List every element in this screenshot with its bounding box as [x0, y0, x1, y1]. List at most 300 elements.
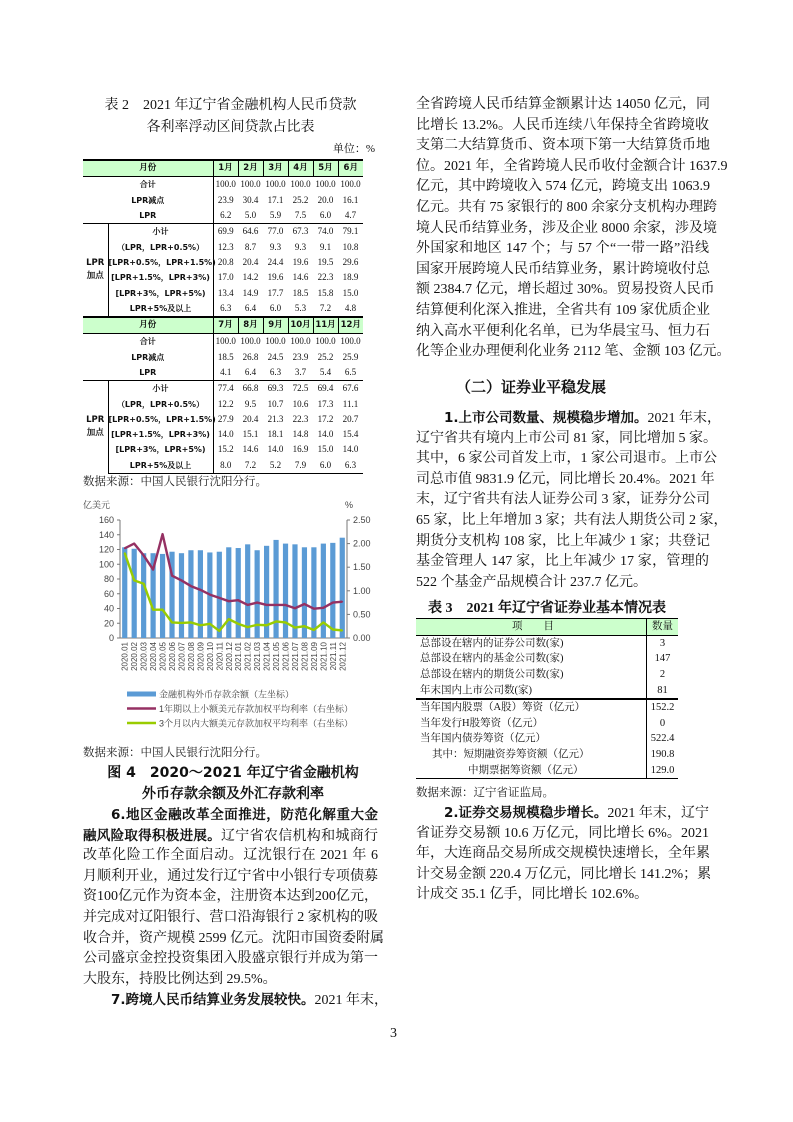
- table2-unit: 单位：%: [332, 143, 375, 155]
- cell-value: 10.7: [267, 398, 284, 409]
- cell-value: 6.0: [319, 210, 332, 221]
- table2-title: [83, 95, 378, 139]
- line-point: [247, 626, 249, 628]
- line-point: [275, 621, 277, 623]
- row-label: 当年发行H股筹资（亿元）: [416, 716, 647, 732]
- left-tick-label: 20: [103, 618, 114, 629]
- line-point: [294, 607, 296, 609]
- cell-value: 20.7: [342, 413, 359, 424]
- bar-deposit-balance: [141, 553, 146, 638]
- table-row: [416, 747, 678, 763]
- table2-source: 数据来源：中国人民银行沈阳分行。: [83, 476, 267, 488]
- left-body-text: [83, 805, 389, 1011]
- cell-value: 67.3: [288, 224, 313, 240]
- lpr-plus-group-label: [83, 224, 108, 317]
- table3-title: 表 3 2021 年辽宁省证券业基本情况表: [428, 601, 666, 616]
- column-header: 项 目: [416, 619, 647, 636]
- cell-value: 26.8: [242, 351, 259, 362]
- cell-value: 19.5: [317, 256, 334, 267]
- row-label: （LPR，LPR+0.5%）: [108, 239, 213, 254]
- table-row: [83, 301, 363, 317]
- text-line: [83, 970, 378, 991]
- row-label: [LPR+0.5%，LPR+1.5%): [108, 255, 213, 270]
- cell-value: 14.6: [242, 444, 259, 455]
- text-line: [416, 301, 709, 322]
- text-line: [416, 803, 709, 824]
- line-point: [209, 623, 211, 625]
- cell-value: 69.3: [263, 381, 288, 397]
- x-tick-label: 2020.02: [130, 642, 140, 671]
- line-text: 国家开展跨境人民币结算业务，累计跨境收付总: [416, 261, 710, 277]
- line-point: [323, 622, 325, 624]
- table2-title-line2: 各利率浮动区间贷款占比表: [146, 120, 315, 135]
- table-row: [83, 334, 363, 350]
- group-label-line2: 加点: [86, 428, 104, 439]
- x-tick-label: 2021.12: [338, 642, 348, 671]
- row-label: 合计: [83, 334, 213, 350]
- cell-value: 100.0: [315, 336, 336, 347]
- line-series-1: [125, 534, 343, 609]
- line-point: [162, 609, 164, 611]
- text-line: [416, 844, 709, 865]
- line-text: 亿元。共有 75 家银行的 800 余家分支机构办理跨: [416, 199, 717, 215]
- table-row: [83, 177, 363, 193]
- line-text: 资100亿元作为资本金，注册资本达到200亿元，: [83, 889, 378, 905]
- bar-deposit-balance: [340, 538, 345, 638]
- table-row: [83, 208, 363, 224]
- cell-value: 14.0: [267, 444, 284, 455]
- line-point: [124, 548, 126, 550]
- table-row: [416, 651, 678, 667]
- cell-value: 20.0: [317, 194, 334, 205]
- text-line: [83, 805, 378, 826]
- row-label: （LPR，LPR+0.5%）: [108, 396, 213, 411]
- line-point: [171, 575, 173, 577]
- cell-value: 15.0: [317, 444, 334, 455]
- line-text: 公司盛京金控投资集团入股盛京银行并成为第一: [83, 951, 378, 967]
- cell-value: 16.9: [292, 444, 309, 455]
- cell-value: 17.2: [317, 413, 334, 424]
- row-label: LPR减点: [83, 350, 213, 365]
- line-point: [133, 580, 135, 582]
- line-point: [190, 585, 192, 587]
- line-text: 基金管理人 147 家，比上年减少 17 家，管理的: [416, 554, 709, 570]
- x-tick-label: 2020.08: [186, 642, 196, 671]
- cell-value: 100.0: [315, 179, 336, 190]
- table-row: [416, 731, 678, 747]
- row-label: [LPR+3%，LPR+5%): [108, 442, 213, 457]
- cell-value: 9.1: [319, 241, 332, 252]
- cell-value: 81: [657, 684, 668, 696]
- cell-value: 19.6: [292, 256, 309, 267]
- cell-value: 72.5: [288, 381, 313, 397]
- cell-value: 30.4: [242, 194, 259, 205]
- right-body-text-cross-border: [416, 95, 731, 363]
- bar-deposit-balance: [330, 543, 335, 638]
- cell-value: 29.6: [342, 256, 359, 267]
- table-row: [83, 193, 363, 208]
- cell-value: 25.9: [342, 351, 359, 362]
- line-point: [304, 603, 306, 605]
- text-line: [416, 157, 728, 178]
- month-column-header: 12月: [338, 317, 363, 334]
- right-tick-label: 1.50: [353, 562, 371, 573]
- cell-value: 4.1: [220, 367, 232, 377]
- row-label: 总部设在辖内的基金公司数(家): [416, 651, 647, 667]
- table-row: [83, 224, 363, 240]
- cell-value: 14.0: [217, 429, 234, 440]
- cell-value: 18.5: [217, 351, 234, 362]
- month-column-header: 4月: [288, 160, 313, 177]
- line-point: [237, 623, 239, 625]
- bar-deposit-balance: [311, 547, 316, 638]
- line-text: 计成交 35.1 亿手，同比增长 102.6%。: [416, 887, 649, 903]
- cell-value: 5.9: [269, 210, 282, 221]
- bold-lead: 7.跨境人民币结算业务发展较快。: [111, 992, 315, 1009]
- line-text: 末，辽宁省共有法人证券公司 3 家，证券分公司: [416, 492, 710, 508]
- line-point: [304, 625, 306, 627]
- bar-deposit-balance: [179, 553, 184, 638]
- x-tick-label: 2020.11: [215, 642, 225, 671]
- text-line: [416, 239, 709, 260]
- table2-loan-rate-table: [83, 159, 363, 474]
- table-row: [416, 716, 678, 732]
- line-point: [256, 624, 258, 626]
- right-tick-label: 0.50: [353, 609, 371, 620]
- right-tick-label: 0.00: [353, 633, 371, 643]
- x-tick-label: 2021.11: [328, 642, 338, 671]
- text-line: [416, 95, 709, 116]
- line-text: 其中，6 家公司首发上市，1 家公司退市。上市公: [416, 451, 717, 467]
- x-tick-label: 2021.01: [234, 642, 244, 671]
- cell-value: 7.2: [313, 301, 338, 317]
- x-tick-label: 2021.04: [262, 642, 272, 671]
- text-line: [83, 908, 378, 929]
- line-point: [341, 601, 343, 603]
- cell-value: 5.4: [319, 367, 332, 377]
- line-point: [181, 622, 183, 624]
- figure4-chart: [83, 498, 383, 738]
- bold-lead: 2.证券交易规模稳步增长。: [444, 805, 608, 821]
- cell-value: 24.4: [267, 256, 284, 267]
- legend-label: 金融机构外币存款余额（左坐标）: [159, 689, 295, 700]
- cell-value: 4.7: [344, 210, 357, 221]
- cell-value: 100.0: [340, 336, 361, 347]
- x-tick-label: 2020.04: [149, 642, 159, 671]
- group-label-line1: LPR: [86, 258, 105, 269]
- column-header: 数量: [647, 619, 679, 636]
- cell-value: 14.8: [292, 429, 309, 440]
- row-label: 总部设在辖内的期货公司数(家): [416, 667, 647, 683]
- month-header: 月份: [83, 160, 213, 177]
- figure4-caption-line2: 外币存款余额及外汇存款利率: [142, 785, 324, 802]
- table-row: [83, 270, 363, 285]
- row-label: 小计: [108, 381, 213, 397]
- line-text: 收合并，资产规模 2599 亿元。沈阳市国资委附属: [83, 930, 384, 946]
- table-row: [83, 427, 363, 442]
- left-tick-label: 40: [103, 603, 114, 614]
- text-line: [416, 824, 709, 845]
- line-text: 年，大连商品交易所成交规模快速增长，全年累: [416, 846, 710, 862]
- table-row: [83, 442, 363, 457]
- cell-value: 0: [659, 717, 666, 729]
- x-tick-label: 2020.05: [158, 642, 168, 671]
- legend-label: 1年期以上小额美元存款加权平均利率（右坐标）: [159, 704, 354, 714]
- right-tick-label: 1.00: [353, 585, 371, 596]
- cell-value: 3: [659, 637, 666, 649]
- line-point: [285, 622, 287, 624]
- line-text: 额 2384.7 亿元，增长超过 30%。贸易投资人民币: [416, 282, 715, 298]
- line-point: [313, 608, 315, 610]
- cell-value: 19.6: [267, 272, 284, 283]
- text-line: [416, 573, 709, 594]
- line-point: [162, 533, 164, 535]
- row-label: 当年国内股票（A股）筹资（亿元）: [416, 699, 647, 716]
- row-label: LPR减点: [83, 193, 213, 208]
- cell-value: 100.0: [290, 179, 311, 190]
- cell-value: 5.2: [263, 458, 288, 474]
- cell-value: 6.0: [263, 301, 288, 317]
- text-line: [416, 532, 709, 553]
- month-column-header: 2月: [238, 160, 263, 177]
- text-line: [416, 177, 709, 198]
- cell-value: 18.1: [267, 429, 284, 440]
- row-label: 年末国内上市公司数(家): [416, 682, 647, 699]
- table-row: [83, 285, 363, 300]
- cell-value: 69.4: [313, 381, 338, 397]
- line-text: 比增长 13.2%。人民币连续八年保持全省跨境收: [416, 117, 709, 133]
- text-line: [416, 865, 712, 886]
- row-label: LPR+5%及以上: [108, 301, 213, 317]
- text-line: [83, 887, 378, 908]
- month-column-header: 6月: [338, 160, 363, 177]
- line-text: 辽宁省农信机构和城商行: [221, 828, 378, 844]
- cell-value: 12.2: [217, 398, 234, 409]
- table3-source: 数据来源：辽宁省证监局。: [416, 787, 554, 799]
- text-line: [416, 219, 717, 240]
- line-series-2: [125, 553, 343, 631]
- text-line: [416, 429, 717, 450]
- month-column-header: 8月: [238, 317, 263, 334]
- bar-deposit-balance: [302, 547, 307, 638]
- row-label: LPR: [83, 365, 213, 381]
- cell-value: 14.2: [242, 272, 259, 283]
- x-tick-label: 2021.02: [243, 642, 253, 671]
- cell-value: 79.1: [338, 224, 363, 240]
- line-text: 改革化险工作全面启动。辽沈银行在 2021 年 6: [83, 848, 378, 864]
- month-column-header: 3月: [263, 160, 288, 177]
- line-point: [332, 602, 334, 604]
- line-point: [294, 627, 296, 629]
- cell-value: 77.4: [213, 381, 238, 397]
- cell-value: 77.0: [263, 224, 288, 240]
- cell-value: 15.4: [342, 429, 359, 440]
- cell-value: 100.0: [240, 336, 261, 347]
- cell-value: 6.2: [220, 210, 232, 221]
- cell-value: 17.7: [267, 287, 284, 298]
- text-line: [416, 322, 709, 343]
- line-point: [190, 622, 192, 624]
- group-label-line2: 加点: [86, 271, 104, 282]
- cell-value: 100.0: [265, 179, 286, 190]
- figure4-caption-line1: 图 4 2020～2021 年辽宁省金融机构: [107, 765, 359, 781]
- cell-value: 129.0: [647, 762, 679, 778]
- table2-header-row: [83, 317, 363, 334]
- left-tick-label: 80: [103, 574, 114, 584]
- cell-value: 15.0: [342, 287, 359, 298]
- x-tick-label: 2021.08: [300, 642, 310, 671]
- bar-deposit-balance: [188, 550, 193, 638]
- month-column-header: 1月: [213, 160, 238, 177]
- row-label: [LPR+0.5%，LPR+1.5%): [108, 412, 213, 427]
- line-point: [323, 607, 325, 609]
- cell-value: 21.3: [267, 413, 284, 424]
- line-text: 期货分支机构 108 家，比上年减少 1 家；共登记: [416, 533, 710, 549]
- bar-deposit-balance: [132, 549, 137, 638]
- month-column-header: 9月: [263, 317, 288, 334]
- line-point: [237, 599, 239, 601]
- text-line: [416, 470, 715, 491]
- text-line: [416, 116, 709, 137]
- line-point: [247, 604, 249, 606]
- line-text: 2021 年末，: [314, 993, 389, 1009]
- cell-value: 17.3: [317, 398, 334, 409]
- cell-value: 6.3: [338, 458, 363, 474]
- cell-value: 64.6: [238, 224, 263, 240]
- bar-deposit-balance: [160, 554, 165, 638]
- x-tick-label: 2020.01: [120, 642, 130, 671]
- line-point: [285, 604, 287, 606]
- table-row: [416, 682, 678, 699]
- cell-value: 20.4: [242, 256, 259, 267]
- line-point: [133, 543, 135, 545]
- right-axis-unit: %: [345, 500, 354, 510]
- line-point: [313, 629, 315, 631]
- cell-value: 7.5: [294, 210, 307, 221]
- table-row: [83, 239, 363, 254]
- cell-value: 100.0: [265, 336, 286, 347]
- line-text: 月顺利开业，通过发行辽宁省中小银行专项债募: [83, 868, 378, 884]
- line-text: 65 家，比上年增加 3 家；共有法人期货公司 2 家，: [416, 512, 728, 528]
- bar-deposit-balance: [245, 544, 250, 638]
- line-point: [332, 629, 334, 631]
- cell-value: 74.0: [313, 224, 338, 240]
- cell-value: 6.4: [238, 301, 263, 317]
- table-row: [83, 458, 363, 474]
- text-line: [416, 198, 717, 219]
- row-label: [LPR+1.5%，LPR+3%): [108, 427, 213, 442]
- x-tick-label: 2020.10: [205, 642, 215, 671]
- cell-value: 152.2: [647, 699, 679, 716]
- cell-value: 6.3: [269, 367, 282, 377]
- cell-value: 10.8: [342, 241, 359, 252]
- figure4-caption: [83, 763, 383, 804]
- line-text: 2021 年末，辽宁: [607, 806, 709, 821]
- line-point: [200, 624, 202, 626]
- text-line: [416, 511, 728, 532]
- table-row: [416, 667, 678, 683]
- cell-value: 18.9: [342, 272, 359, 283]
- cell-value: 100.0: [340, 179, 361, 190]
- text-line: [416, 260, 709, 281]
- x-tick-label: 2020.07: [177, 642, 187, 671]
- line-point: [219, 597, 221, 599]
- cell-value: 13.4: [217, 287, 234, 298]
- table2-title-line1: 表 2 2021 年辽宁省金融机构人民币贷款: [104, 98, 357, 113]
- text-line: [416, 408, 722, 429]
- table-row: [416, 699, 678, 716]
- cell-value: 23.9: [217, 194, 234, 205]
- cell-value: 14.0: [317, 429, 334, 440]
- cell-value: 66.8: [238, 381, 263, 397]
- line-point: [124, 552, 126, 554]
- line-point: [341, 630, 343, 632]
- cell-value: 7.9: [288, 458, 313, 474]
- cell-value: 69.9: [213, 224, 238, 240]
- cell-value: 23.9: [292, 351, 309, 362]
- line-point: [152, 609, 154, 611]
- row-label: LPR+5%及以上: [108, 458, 213, 474]
- cell-value: 20.8: [217, 256, 234, 267]
- x-tick-label: 2021.10: [319, 642, 329, 671]
- line-text: 外国家和地区 147 个；与 57 个“一带一路”沿线: [416, 241, 709, 257]
- line-point: [143, 583, 145, 585]
- line-text: 亿元，其中跨境收入 574 亿元，跨境支出 1063.9: [416, 179, 710, 195]
- line-text: 省证券交易额 10.6 万亿元，同比增长 6%。2021: [416, 825, 709, 841]
- cell-value: 25.2: [317, 351, 334, 362]
- line-text: 2021 年末，: [647, 411, 722, 426]
- line-point: [275, 604, 277, 606]
- table-row: [416, 762, 678, 778]
- line-point: [209, 594, 211, 596]
- cell-value: 67.6: [338, 381, 363, 397]
- table-row: [83, 255, 363, 270]
- line-text: 位。2021 年，全省跨境人民币收付金额合计 1637.9: [416, 158, 728, 174]
- table2-header-row: [83, 160, 363, 177]
- cell-value: 14.0: [342, 444, 359, 455]
- x-tick-label: 2020.12: [224, 642, 234, 671]
- bold-lead: 融风险取得积极进展。: [83, 827, 221, 844]
- text-line: [83, 990, 389, 1011]
- table-row: [83, 396, 363, 411]
- x-tick-label: 2021.03: [253, 642, 263, 671]
- figure4-source: 数据来源：中国人民银行沈阳分行。: [83, 747, 267, 759]
- bar-deposit-balance: [292, 544, 297, 638]
- cell-value: 8.0: [213, 458, 238, 474]
- cell-value: 17.1: [267, 194, 284, 205]
- cell-value: 15.8: [317, 287, 334, 298]
- line-point: [228, 618, 230, 620]
- cell-value: 12.3: [217, 241, 234, 252]
- table-row: [83, 350, 363, 365]
- line-point: [181, 580, 183, 582]
- line-text: 522 个基金产品规模合计 237.7 亿元。: [416, 574, 647, 590]
- table-row: [83, 412, 363, 427]
- line-text: 并完成对辽阳银行、营口沿海银行 2 家机构的吸: [83, 909, 378, 925]
- table-row: [416, 635, 678, 651]
- page-number: 3: [390, 1026, 397, 1041]
- cell-value: 14.6: [292, 272, 309, 283]
- text-line: [416, 280, 715, 301]
- table-row: [83, 381, 363, 397]
- left-axis-unit: 亿美元: [83, 500, 111, 510]
- cell-value: 22.3: [317, 272, 334, 283]
- cell-value: 6.0: [313, 458, 338, 474]
- cell-value: 15.1: [242, 429, 259, 440]
- line-text: 大股东，持股比例达到 29.5%。: [83, 971, 277, 987]
- line-text: 支第二大结算货币、资本项下第一大结算货币地: [416, 138, 710, 154]
- cell-value: 5.3: [288, 301, 313, 317]
